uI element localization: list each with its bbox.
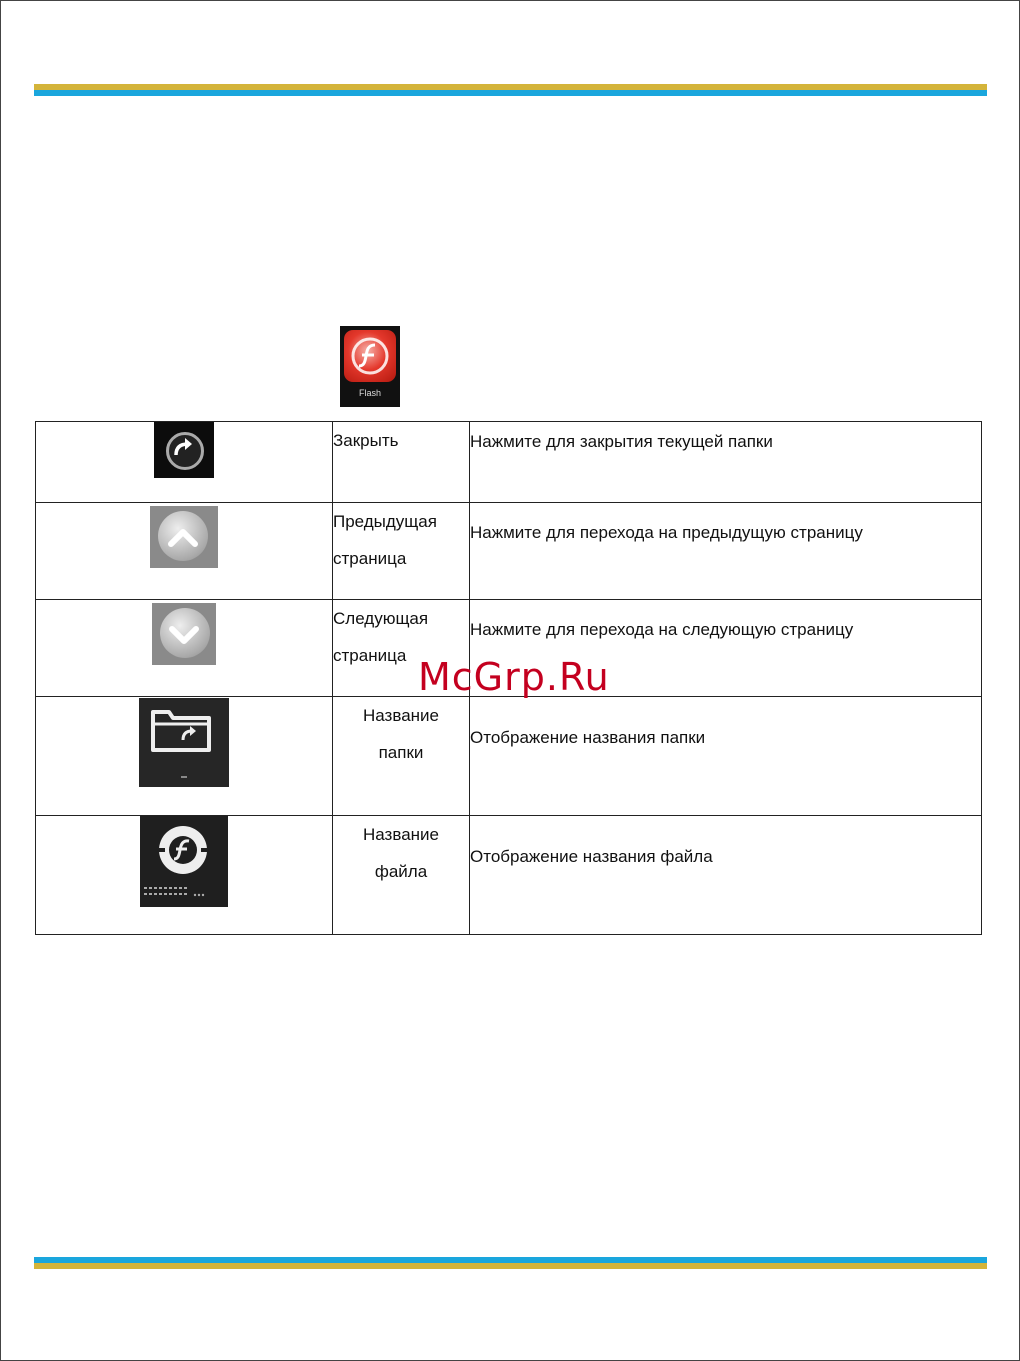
footer-stripe — [34, 1257, 987, 1269]
flash-logo-icon — [344, 330, 396, 382]
flash-app-icon[interactable] — [340, 326, 400, 407]
row-name-line1: Предыдущая — [333, 512, 437, 531]
chevron-up-icon[interactable] — [150, 506, 218, 568]
table-row — [36, 816, 982, 935]
chevron-down-icon[interactable] — [152, 603, 216, 665]
header-stripe — [34, 84, 987, 96]
row-description: Отображение названия файла — [470, 847, 713, 866]
close-circle-icon[interactable] — [154, 422, 214, 478]
row-name-line2: папки — [378, 743, 424, 762]
row-name-line1: Следующая — [333, 609, 429, 628]
row-name-line1: Название — [363, 825, 439, 844]
row-description: Отображение названия папки — [470, 728, 706, 747]
row-description: Нажмите для перехода на предыдущую страницу — [470, 523, 863, 542]
flash-file-icon[interactable] — [140, 816, 228, 907]
row-name-line2: страница — [333, 549, 407, 568]
row-description: Нажмите для перехода на следующую страницу — [470, 620, 854, 639]
table-row — [36, 503, 982, 600]
row-name: Закрыть — [333, 431, 399, 450]
flash-app-label: Flash — [358, 388, 381, 398]
table-row — [36, 697, 982, 816]
row-name-line1: Название — [363, 706, 439, 725]
row-name-line2: файла — [374, 862, 428, 881]
row-description: Нажмите для закрытия текущей папки — [470, 432, 773, 451]
table-row — [36, 422, 982, 503]
row-name-line2: страница — [333, 646, 407, 665]
folder-icon[interactable] — [139, 698, 229, 787]
watermark: McGrp.Ru — [418, 655, 610, 699]
